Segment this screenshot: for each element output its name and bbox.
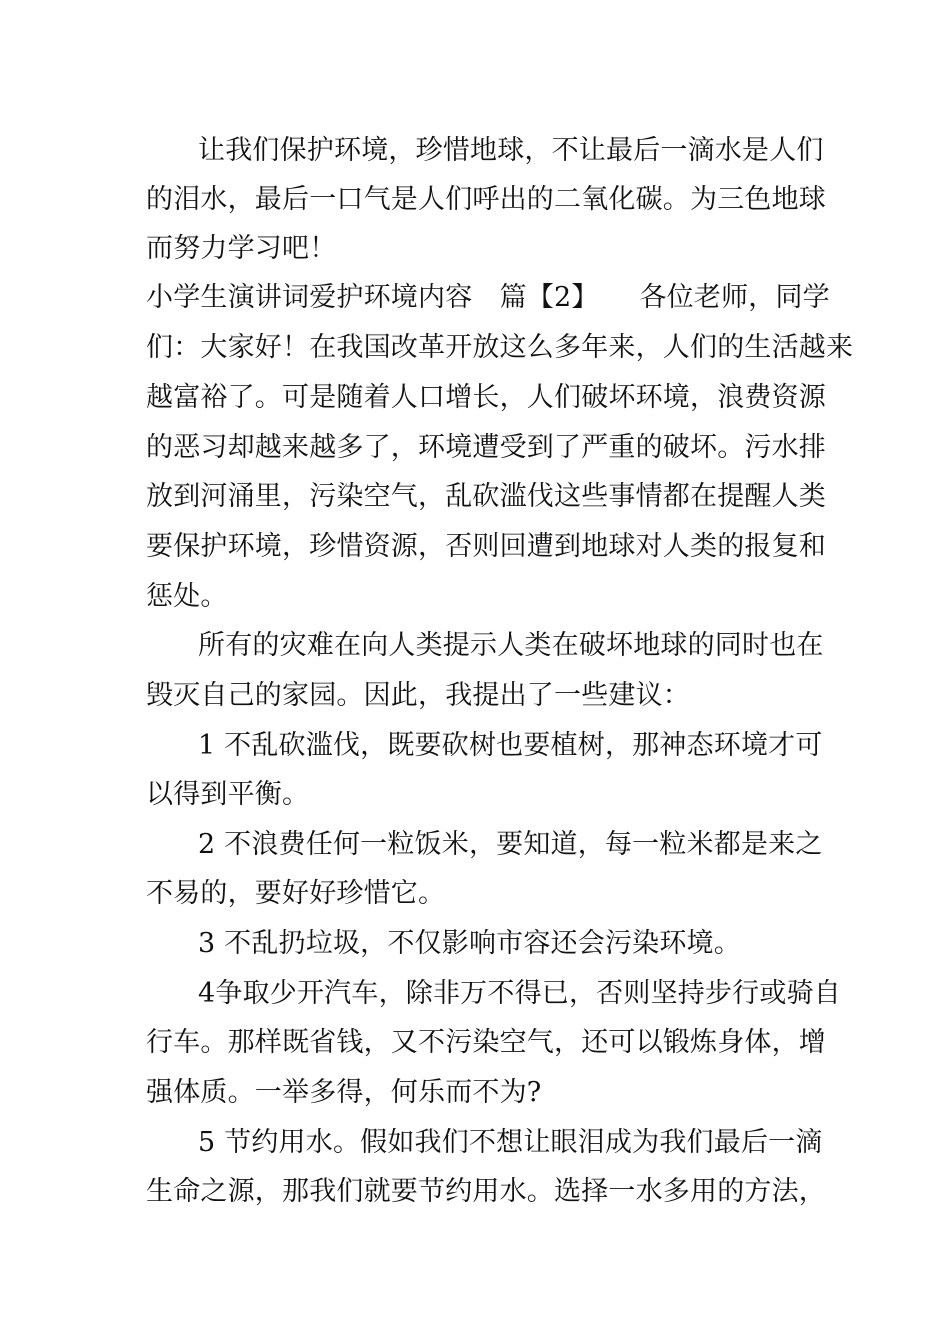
text-line: 的恶习却越来越多了，环境遭受到了严重的破坏。污水排 bbox=[146, 432, 826, 463]
text-line: 放到河涌里，污染空气，乱砍滥伐这些事情都在提醒人类 bbox=[146, 481, 826, 512]
list-item-line: 强体质。一举多得，何乐而不为? bbox=[146, 1077, 542, 1108]
text-line: 让我们保护环境，珍惜地球，不让最后一滴水是人们 bbox=[198, 135, 824, 166]
text-line: 们：大家好！在我国改革开放这么多年来，人们的生活越来 bbox=[146, 332, 854, 363]
list-item-line: 5 节约用水。假如我们不想让眼泪成为我们最后一滴 bbox=[198, 1127, 823, 1158]
list-item-line: 行车。那样既省钱，又不污染空气，还可以锻炼身体，增 bbox=[146, 1027, 826, 1058]
text-line: 要保护环境，珍惜资源，否则回遭到地球对人类的报复和 bbox=[146, 531, 826, 562]
section-heading-line: 小学生演讲词爱护环境内容 篇【2】 各位老师，同学 bbox=[146, 282, 830, 313]
text-line: 所有的灾难在向人类提示人类在破坏地球的同时也在 bbox=[198, 630, 824, 661]
list-item-line: 以得到平衡。 bbox=[146, 779, 310, 810]
list-item-line: 不易的，要好好珍惜它。 bbox=[146, 878, 446, 909]
text-line: 的泪水，最后一口气是人们呼出的二氧化碳。为三色地球 bbox=[146, 184, 826, 215]
text-line: 而努力学习吧！ bbox=[146, 233, 337, 264]
list-item-line: 生命之源，那我们就要节约用水。选择一水多用的方法， bbox=[146, 1176, 826, 1207]
text-line: 毁灭自己的家园。因此，我提出了一些建议： bbox=[146, 680, 690, 711]
list-item-line: 3 不乱扔垃圾，不仅影响市容还会污染环境。 bbox=[198, 928, 741, 959]
text-line: 惩处。 bbox=[146, 581, 228, 612]
text-line: 越富裕了。可是随着人口增长，人们破坏环境，浪费资源 bbox=[146, 382, 826, 413]
list-item-line: 1 不乱砍滥伐，既要砍树也要植树，那神态环境才可 bbox=[198, 730, 823, 761]
list-item-line: 4争取少开汽车，除非万不得已，否则坚持步行或骑自 bbox=[198, 978, 841, 1009]
list-item-line: 2 不浪费任何一粒饭米，要知道，每一粒米都是来之 bbox=[198, 829, 823, 860]
